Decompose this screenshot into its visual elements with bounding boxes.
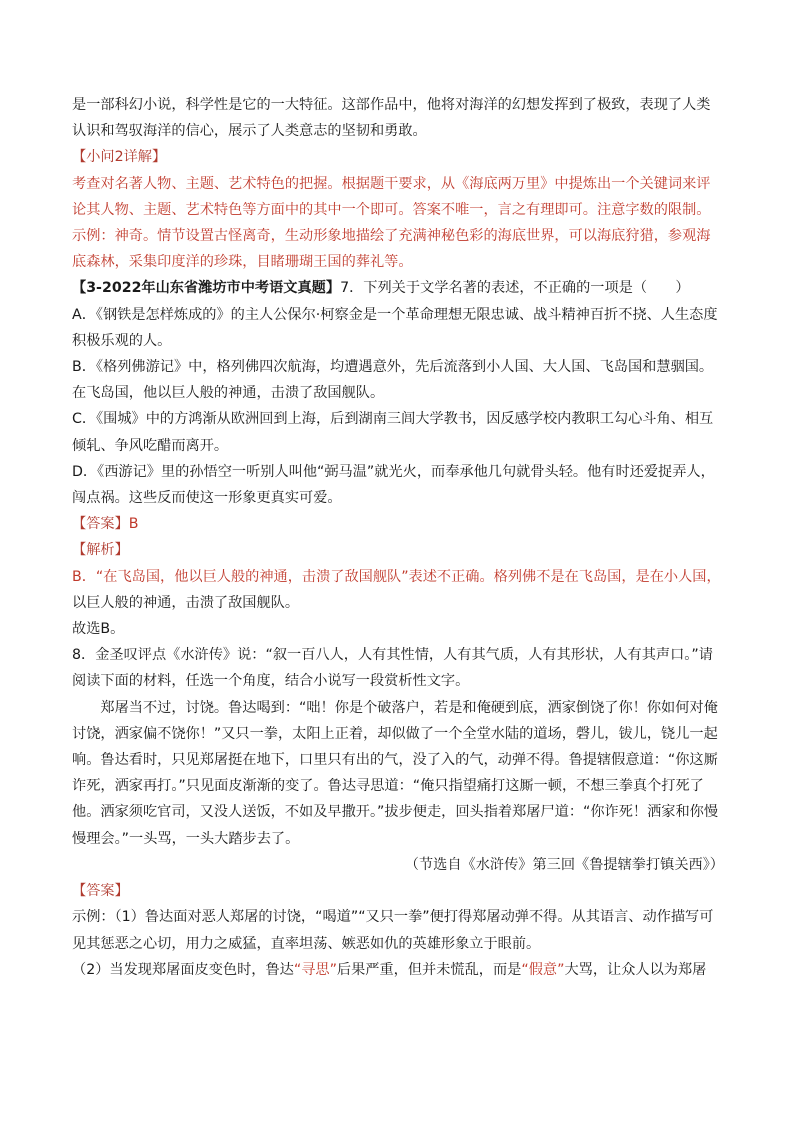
analysis-label: 【解析】 (72, 542, 129, 559)
sub-question-2-text: 考查对名著人物、主题、艺术特色的把握。根据题干要求，从《海底两万里》中提炼出一个关键词来评论其人物、主题、艺术特色等方面中的其中一个即可。答案不唯一，言之有理即可。注意字数的限制。 (72, 175, 711, 218)
question-8-answer-label: 【答案】 (72, 883, 129, 900)
paragraph-intro: 是一部科幻小说，科学性是它的一大特征。这部作品中，他将对海洋的幻想发挥到了极致，表现了人类认识和驾驭海洋的信心，展示了人类意志的坚韧和勇敢。 (72, 97, 711, 140)
analysis-text-red: B．“在飞岛国，他以巨人般的神通，击溃了敌国舰队”表述不正确。格列佛不是在飞岛国，是在小人国， (72, 568, 721, 585)
question-7-option-b: B．《格列佛游记》中，格列佛四次航海，均遭遇意外，先后流落到小人国、大人国、飞岛国和慧骃国。在飞岛国，他以巨人般的神通，击溃了敌国舰队。 (72, 359, 714, 402)
question-7-answer (72, 511, 724, 537)
question-7-option-a: A．《钢铁是怎样炼成的》的主人公保尔·柯察金是一个革命理想无限忠诚、战斗精神百折不挠、人生态度积极乐观的人。 (72, 306, 718, 349)
question-7-option-d: D．《西游记》里的孙悟空一听别人叫他“弼马温”就光火，而奉承他几句就骨头轻。他有时还爱捉弄人，闯点祸。这些反而使这一形象更真实可爱。 (72, 463, 715, 507)
question-7-stem: 7．下列关于文学名著的表述，不正确的一项是（ ） (340, 280, 690, 297)
question-8-passage: 郑屠当不过，讨饶。鲁达喝到：“咄！你是个破落户，若是和俺硬到底，洒家倒饶了你！你如何对俺讨饶，洒家偏不饶你！”又只一拳，太阳上正着，却似做了一个全堂水陆的道场，磬儿，钹儿，铙儿一起响。鲁达看时，只见郑屠挺在地下，口里只有出的气，没了入的气，动弹不得。鲁提辖假意道：“你这厮诈死，洒家再打。”只见面皮渐渐的变了。鲁达寻思道：“俺只指望痛打这厮一顿，不想三拳真个打死了他。洒家须吃官司，又没人送饭，不如及早撒开。”拔步便走，回头指着郑屠尸道：“你诈死！洒家和你慢慢理会。”一头骂，一头大踏步去了。 (72, 699, 719, 847)
example-2-text-c: 大骂，让众人以为郑屠 (564, 961, 707, 978)
example-2-text-a: （2）当发现郑屠面皮变色时，鲁达 (72, 961, 294, 978)
question-7-conclusion: 故选B。 (72, 621, 125, 638)
question-7-source: 【3-2022年山东省潍坊市中考语文真题】 (72, 280, 341, 297)
question-8-example-2 (72, 957, 724, 983)
example-2-highlight-2: “假意” (521, 961, 565, 978)
document-page (72, 92, 724, 983)
example-2-highlight-1: “寻思” (293, 961, 337, 978)
passage-source-note: （节选自《水浒传》第三回《鲁提辖拳打镇关西》） (404, 856, 724, 873)
question-7-line (72, 275, 724, 301)
question-7-option-c: C．《围城》中的方鸿渐从欧洲回到上海，后到湖南三闾大学教书，因反感学校内教职工勾心斗角、相互倾轧、争风吃醋而离开。 (72, 411, 714, 454)
answer-label: 【答案】 (72, 516, 129, 533)
question-7-analysis (72, 564, 724, 616)
analysis-text: 以巨人般的神通，击溃了敌国舰队。 (72, 594, 300, 611)
answer-value: B (128, 516, 139, 533)
sub-question-2-example: 示例：神奇。情节设置古怪离奇，生动形象地描绘了充满神秘色彩的海底世界，可以海底狩猎，参观海底森林，采集印度洋的珍珠，目睹珊瑚王国的葬礼等。 (72, 228, 711, 271)
question-8-stem: 8．金圣叹评点《水浒传》说：“叙一百八人，人有其性情，人有其气质，人有其形状，人有其声口。”请阅读下面的材料，任选一个角度，结合小说写一段赏析性文字。 (72, 647, 713, 690)
example-2-text-b: 后果严重，但并未慌乱，而是 (336, 961, 522, 978)
question-8-example-1: 示例：（1）鲁达面对恶人郑屠的讨饶，“喝道”“又只一拳”便打得郑屠动弹不得。从其语言、动作描写可见其惩恶之心切，用力之威猛，直率坦荡、嫉恶如仇的英雄形象立于眼前。 (72, 909, 714, 952)
sub-question-2-heading: 【小问2详解】 (72, 149, 167, 166)
